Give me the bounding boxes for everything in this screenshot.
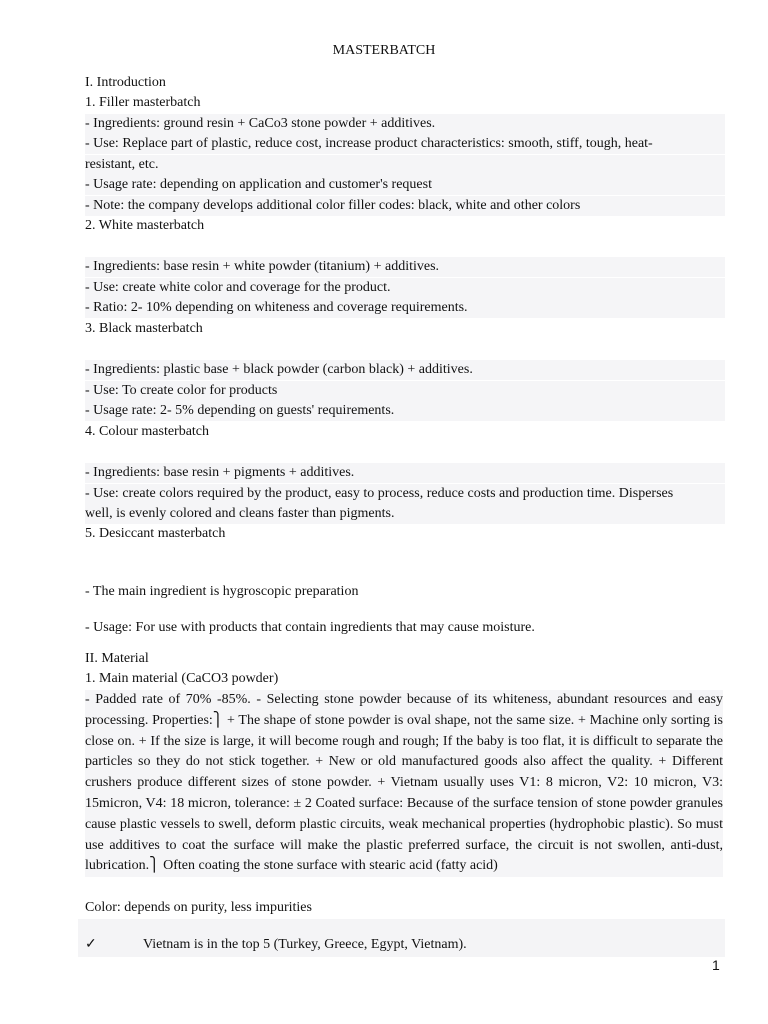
bullet-vietnam-top5: Vietnam is in the top 5 (Turkey, Greece, Egypt, Vietnam).: [143, 937, 467, 952]
black-usage: - Usage rate: 2- 5% depending on guests' requirements.: [85, 401, 725, 421]
filler-ingredients: - Ingredients: ground resin + CaCo3 stone powder + additives.: [85, 114, 725, 134]
white-use: - Use: create white color and coverage for the product.: [85, 278, 725, 298]
material-color: Color: depends on purity, less impurities: [85, 900, 312, 915]
material-paragraph: [85, 690, 723, 877]
black-use: - Use: To create color for products: [85, 381, 725, 401]
white-ratio: - Ratio: 2- 10% depending on whiteness and coverage requirements.: [85, 298, 725, 318]
subheading-desiccant: 5. Desiccant masterbatch: [85, 526, 226, 541]
subheading-main-material: 1. Main material (CaCO3 powder): [85, 671, 279, 686]
section-heading-introduction: I. Introduction: [85, 75, 166, 90]
check-mark-icon: ✓: [85, 937, 97, 952]
subheading-filler: 1. Filler masterbatch: [85, 95, 201, 110]
colour-use-line1: - Use: create colors required by the product, easy to process, reduce costs and production time. Disperses: [85, 484, 725, 504]
desiccant-usage: - Usage: For use with products that contain ingredients that may cause moisture.: [85, 620, 535, 635]
subheading-black: 3. Black masterbatch: [85, 321, 203, 336]
colour-ingredients: - Ingredients: base resin + pigments + additives.: [85, 463, 725, 483]
subheading-white: 2. White masterbatch: [85, 218, 205, 233]
material-paragraph-text: - Padded rate of 70% -85%. - Selecting stone powder because of its whiteness, abundant resources and easy processing. Properties:⎫ + The shape of stone powder is oval shape, not the same size. + Machine only sorting is close on. + If the size is large, it will become rough and rough; If the baby is too flat, it is difficult to separate the particles so they do not stick together. + New or old manufactured goods also affect the quality. + Different crushers produce different sizes of stone powder. + Vietnam usually uses V1: 8 micron, V2: 10 micron, V3: 15micron, V4: 18 micron, tolerance: ± 2 Coated surface: Because of the surface tension of stone powder granules cause plastic vessels to swell, deform plastic circuits, weak mechanical properties (hydrophobic plastic). So must use additives to coat the surface will make the plastic preferred surface, the circuit is not swollen, anti-dust, lubrication.⎫ Often coating the stone surface with stearic acid (fatty acid): [85, 692, 723, 874]
white-ingredients: - Ingredients: base resin + white powder (titanium) + additives.: [85, 257, 725, 277]
filler-note: - Note: the company develops additional color filler codes: black, white and other colors: [85, 196, 725, 216]
page-number: 1: [712, 957, 720, 973]
filler-use-line2: resistant, etc.: [85, 155, 725, 175]
black-ingredients: - Ingredients: plastic base + black powder (carbon black) + additives.: [85, 360, 725, 380]
desiccant-main: - The main ingredient is hygroscopic preparation: [85, 584, 359, 599]
filler-use-line1: - Use: Replace part of plastic, reduce cost, increase product characteristics: smooth, stiff, tough, heat-: [85, 134, 725, 154]
section-heading-material: II. Material: [85, 651, 149, 666]
filler-usage: - Usage rate: depending on application and customer's request: [85, 175, 725, 195]
document-title: MASTERBATCH: [332, 43, 436, 58]
colour-use-line2: well, is evenly colored and cleans faster than pigments.: [85, 504, 725, 524]
subheading-colour: 4. Colour masterbatch: [85, 424, 210, 439]
